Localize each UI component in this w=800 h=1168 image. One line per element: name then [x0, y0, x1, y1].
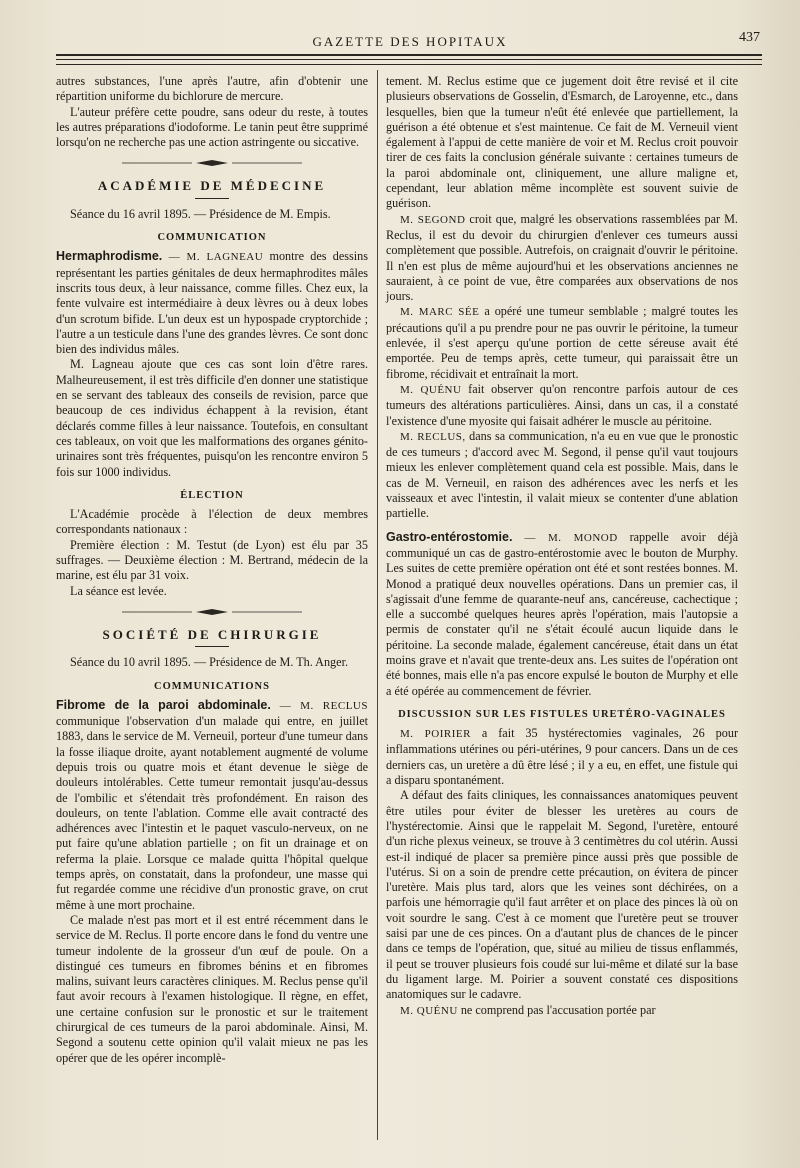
- paragraph-segond: [386, 212, 738, 305]
- author-name: M. POIRIER: [400, 728, 471, 741]
- running-head: [60, 30, 760, 54]
- ornament-divider: [56, 158, 368, 168]
- paragraph-text: rappelle avoir déjà communiqué un cas de gastro-entérostomie avec le bouton de Murphy. Les suites de cette première opération ont été et sont restées bonnes. M. Monod a pratiqué deux nouvelles opérations. Dans un premier cas, il s'agissait d'une femme de quarante-neuf ans, cancéreuse, cachectique ; elle a succombé quelques heures après l'opération, mais l'autopsie a permis de constater qu'il ne s'était écoulé aucun liquide dans le péritoine. La seconde malade, également cancéreuse, était dans un état moins grave et n'avait que trente-deux ans. Les suites de l'opération ont été bonnes, mais elle n'a pas encore expulsé le bouton de Murphy et elle a été opérée au commencement de février.: [386, 529, 739, 698]
- paragraph: A défaut des faits cliniques, les connaissances anatomiques peuvent être utiles pour éviter de blesser les uretères au cours de l'hystérectomie. Ainsi que le rappelait M. Segond, l'uretère, entouré d'un riche plexus veineux, se trouve à 3 centimètres du col utérin. Aussi est-il indiqué de placer sa première pince aussi près que possible de l'utérus. Si on a soin de prendre cette précaution, on évitera de pincer l'uretère. Mais plus tard, alors que les veines sont déchirées, on a parfois une hémorragie qu'il faut arrêter et on place des pinces là où on voit sourdre le sang. C'est à ce moment que l'uretère peut se trouver saisi par une de ces pinces. On a d'autant plus de chances de le pincer dans ce temps de l'opération, que, situé au milieu de tissus enflammés, il peut se trouver plusieurs fois coudé sur lui-même et dilaté sur la base du ligament large. M. Poirier a souvent constaté ces dispositions anatomiques sur le cadavre.: [386, 788, 738, 1002]
- paragraph-see: [386, 304, 738, 381]
- paragraph-poirier: [386, 726, 738, 788]
- paragraph-text: a fait 35 hystérectomies vaginales, 26 pour inflammations utérines ou péri-utérines, 9 pour cancers. Dans un de ces derniers cas, un uretère a dû être lésé ; il y a eu, en effet, une fistule qui a disparu spontanément.: [386, 726, 738, 788]
- paragraph: M. Lagneau ajoute que ces cas sont loin d'être rares. Malheureusement, il est très difficile d'en donner une statistique en se servant des tableaux des conseils de revision, parce que beaucoup de ces individus échappent à la revision, étant déclarés comme filles à leur naissance. Toutefois, en consultant ces tableaux, on voit que les malformations des organes génito-urinaires sont très fréquentes, puisqu'on les rencontre environ 5 fois sur 1000 individus.: [56, 357, 368, 479]
- column-divider: [377, 70, 378, 1140]
- paragraph-quenu2: [386, 1003, 738, 1019]
- paragraph-quenu: [386, 382, 738, 429]
- author-name: — M. MONOD: [524, 531, 618, 544]
- subsection-discussion: DISCUSSION SUR LES FISTULES URETÉRO-VAGINALES: [398, 708, 726, 720]
- subsection-communication: COMMUNICATION: [157, 232, 267, 244]
- author-name: M. QUÉNU: [400, 383, 462, 396]
- author-name: M. RECLUS,: [400, 430, 466, 443]
- paragraph-gastro: [386, 530, 738, 699]
- paragraph: tement. M. Reclus estime que ce jugement doit être revisé et il cite plusieurs observations de Gosselin, d'Esmarch, de Laroyenne, etc., dans lesquelles, bien que la tumeur n'eût été enlevée que partiellement, la guérison a été obtenue et s'est maintenue. Ce fait de M. Verneuil vient également à l'appui de cette manière de voir et M. Reclus croit pouvoir tirer de ces faits la conclusion générale suivante : certaines tumeurs de la paroi abdominale ont, cliniquement, une allure maligne et, cependant, leur ablation même incomplète est souvent suivie de guérison.: [386, 74, 738, 211]
- author-name: M. MARC SÉE: [400, 306, 480, 319]
- section-title-academie: ACADÉMIE DE MÉDECINE: [97, 178, 327, 194]
- short-rule: [195, 646, 229, 647]
- paragraph-reclus: [386, 429, 738, 522]
- short-rule: [195, 198, 229, 199]
- paragraph-text: croit que, malgré les observations rassemblées par M. Reclus, il est du devoir du chirurgien d'enlever ces tumeurs aussi complètement que possible. Autrefois, on craignait d'ouvrir le péritoine. Il n'en est plus de même aujourd'hui et les observations anciennes ne sauraient, à ce point de vue, être comparées aux observations de nos jours.: [386, 211, 738, 304]
- paragraph-text: communique l'observation d'un malade qui entre, en juillet 1883, dans le service de M. Verneuil, porteur d'une tumeur dans la fosse iliaque droite, ayant notablement augmenté de volume depuis trois ou quatre mois et étant devenue le siège de douleurs intolérables. Cette tumeur remontait jusqu'au-dessus de l'ombilic et s'étendait très profondément. En raison des douleurs, on tente l'ablation. Comme elle avait contracté des adhérences avec l'intestin et le paquet vasculo-nerveux, on ne put faire qu'une ablation partielle ; on fit un drainage et on referma la plaie. Lorsque ce malade quitta l'hôpital quelque temps après, on constatait, dans la profondeur, une masse qui fut regardée comme une récidive d'un pronostic grave, on crut même à une mort prochaine.: [56, 714, 368, 912]
- paragraph: Ce malade n'est pas mort et il est entré récemment dans le service de M. Reclus. Il porte encore dans le fond du ventre une tumeur indolente de la grosseur d'un œuf de poule. On a distingué ces tumeurs en fibromes bénins et en fibromes malins, suivant leurs caractères cliniques. M. Reclus pense qu'il faut avoir recours à l'examen histologique. Il règne, en effet, une certaine confusion sur le pronostic et sur le traitement chirurgical de ces tumeurs de la paroi abdominale. Ainsi, M. Segond a soutenu cette opinion qu'il valait mieux ne pas les opérer que de les opérer incomplè-: [56, 912, 368, 1065]
- ornament-divider: [56, 607, 368, 617]
- paragraph-fibrome: [56, 698, 368, 913]
- paragraph-text: ne comprend pas l'accusation portée par: [457, 1002, 656, 1017]
- paragraph: Première élection : M. Testut (de Lyon) est élu par 35 suffrages. — Deuxième élection : M. Bertrand, médecin de la marine, est élu par 31 voix.: [56, 537, 368, 583]
- journal-title: GAZETTE DES HOPITAUX: [312, 34, 508, 49]
- session-line: Séance du 10 avril 1895. — Présidence de M. Th. Anger.: [70, 655, 348, 670]
- author-name: — M. LAGNEAU: [168, 251, 264, 264]
- header-rule: [56, 54, 762, 60]
- paragraph-text: a opéré une tumeur semblable ; malgré toutes les précautions qu'il a pu prendre pour ne pas ouvrir le péritoine, la tumeur enlevée, il s'est aperçu qu'une portion de cette séreuse avait été emportée. Peu de temps après, cette tumeur, qui paraissait être un fibrome, récidivait et entraînait la mort.: [386, 304, 738, 381]
- author-name: — M. RECLUS: [279, 699, 368, 712]
- article-lead: Hermaphrodisme.: [56, 249, 163, 264]
- paragraph-hermaphrodisme: [56, 249, 368, 357]
- page-number: 437: [739, 30, 760, 45]
- section-title-societe: SOCIÉTÉ DE CHIRURGIE: [102, 626, 322, 642]
- paragraph-text: dans sa communication, n'a eu en vue que le pronostic de ces tumeurs ; d'accord avec M. Segond, il pense qu'il vaut toujours mieux les enlever complètement quand cela est possible. Mais, dans le cas de M. Verneuil, en raison des adhérences avec les nerfs et les vaisseaux et avec l'intestin, il valait mieux se contenter d'une ablation partielle.: [386, 428, 738, 521]
- right-column: [386, 74, 738, 1019]
- paragraph: autres substances, l'une après l'autre, afin d'obtenir une répartition uniforme du bichlorure de mercure.: [56, 74, 368, 104]
- article-lead: Fibrome de la paroi abdominale.: [56, 697, 271, 712]
- author-name: M. SEGOND: [400, 213, 466, 226]
- paragraph-text: fait observer qu'on rencontre parfois autour de ces tumeurs des altérations particulières. Ainsi, dans un cas, il a constaté l'existence d'une myosite qui faisait adhérer le muscle au péritoine.: [386, 381, 739, 428]
- session-line: Séance du 16 avril 1895. — Présidence de M. Empis.: [70, 206, 331, 221]
- subsection-election: ÉLECTION: [180, 489, 244, 501]
- author-name: M. QUÉNU: [400, 1004, 458, 1017]
- article-lead: Gastro-entérostomie.: [386, 529, 513, 544]
- header-rule-thin: [56, 64, 762, 65]
- paragraph: L'auteur préfère cette poudre, sans odeur du reste, à toutes les autres préparations d'iodoforme. Le tanin peut être supprimé lorsqu'on ne recherche pas une action astringente ou siccative.: [56, 104, 368, 150]
- left-column: [56, 74, 368, 1066]
- paragraph: La séance est levée.: [70, 583, 167, 598]
- paragraph: L'Académie procède à l'élection de deux membres correspondants nationaux :: [56, 507, 368, 537]
- subsection-communications: COMMUNICATIONS: [154, 680, 270, 692]
- paragraph-text: montre des dessins représentant les parties génitales de deux hermaphrodites mâles inscrits tous deux, à leur naissance, comme filles. Chez eux, la fente vulvaire est intermédiaire à deux lèvres ou à deux lobes d'un scrotum bifide. L'un deux est un hypospade cryptorchide ; l'autre a un testicule dans l'une des grandes lèvres. Ce sont donc bien des individus mâles.: [56, 249, 368, 357]
